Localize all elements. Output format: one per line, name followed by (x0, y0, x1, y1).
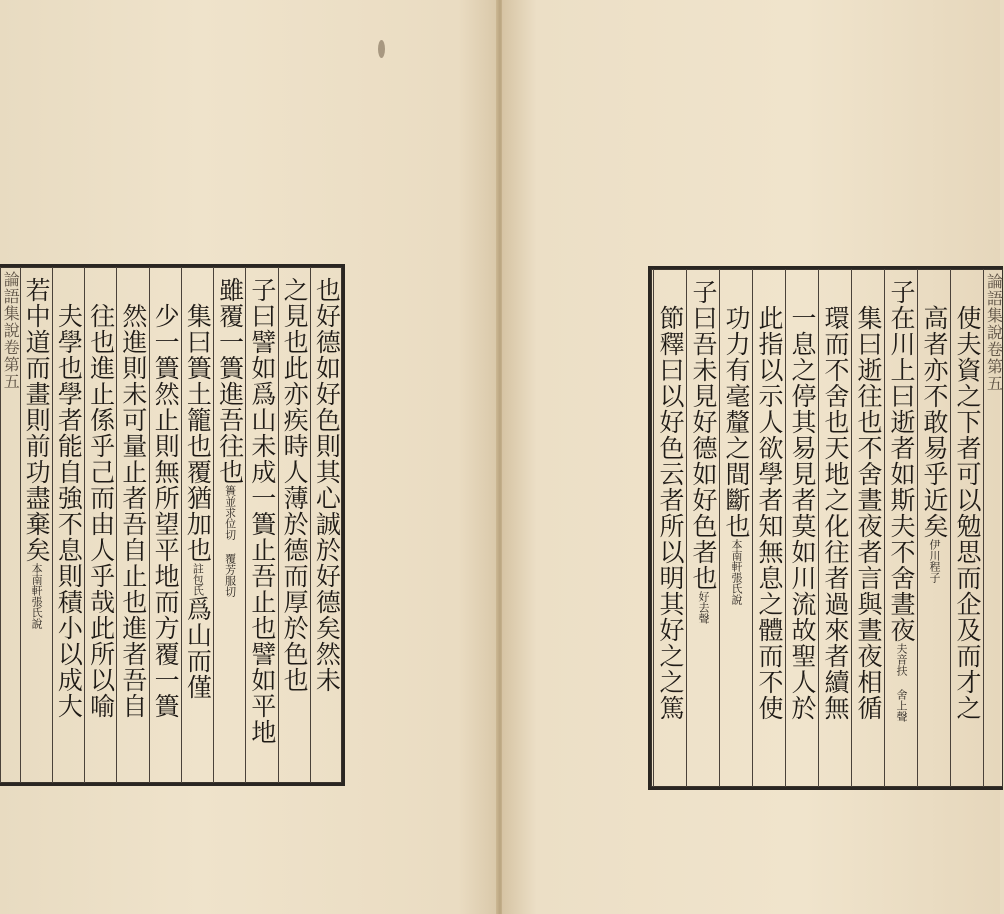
text-column: 子曰譬如爲山未成一簣止吾止也譬如平地 (245, 267, 277, 783)
text-column: 集曰逝往也不舍晝夜者言與晝夜相循 (851, 269, 884, 787)
edge-title-column: 論語集說卷第五 (0, 267, 20, 783)
text-column: 一息之停其易見者莫如川流故聖人於 (785, 269, 818, 787)
annotation: 夫音扶 舍上聲 (895, 643, 908, 722)
text-column: 雖覆一簣進吾往也簣並求位切 覆芳服切 (213, 267, 245, 783)
text-column: 也好德如好色則其心誠於好德矣然未 (310, 267, 342, 783)
ink-stain (378, 40, 385, 58)
text-column: 此指以示人欲學者知無息之體而不使 (752, 269, 785, 787)
annotation: 本南軒張氏說 (730, 539, 743, 605)
left-text-frame (0, 264, 345, 786)
annotation: 註包氏 (191, 563, 205, 596)
annotation: 好去聲 (697, 591, 710, 624)
text-column: 使夫資之下者可以勉思而企及而才之 (950, 269, 983, 787)
annotation: 簣並求位切 覆芳服切 (223, 485, 237, 597)
text-column: 集曰簣土籠也覆猶加也註包氏爲山而僅 (181, 267, 213, 783)
text-column: 然進則未可量止者吾自止也進者吾自 (116, 267, 148, 783)
text-column: 夫學也學者能自強不息則積小以成大 (52, 267, 84, 783)
right-text-frame (648, 266, 1003, 790)
annotation: 本南軒張氏說 (30, 563, 44, 629)
text-column: 節釋曰以好色云者所以明其好之之篤 (653, 269, 686, 787)
text-column: 若中道而畫則前功盡棄矣本南軒張氏說 (20, 267, 52, 783)
text-column: 之見也此亦疾時人薄於德而厚於色也 (278, 267, 310, 783)
right-columns (651, 269, 1003, 787)
left-page (0, 0, 498, 914)
text-column: 環而不舍也天地之化往者過來者續無 (818, 269, 851, 787)
text-column: 子曰吾未見好德如好色者也好去聲 (686, 269, 719, 787)
annotation: 伊川程子 (928, 539, 941, 583)
text-column: 少一簣然止則無所望平地而方覆一簣 (149, 267, 181, 783)
text-column: 子在川上曰逝者如斯夫不舍晝夜夫音扶 舍上聲 (884, 269, 917, 787)
left-columns (0, 267, 342, 783)
text-column: 功力有毫釐之間斷也本南軒張氏說 (719, 269, 752, 787)
text-column: 高者亦不敢易乎近矣伊川程子 (917, 269, 950, 787)
edge-title-column: 論語集說卷第五 (983, 269, 1003, 787)
text-column: 往也進止係乎己而由人乎哉此所以喻 (84, 267, 116, 783)
